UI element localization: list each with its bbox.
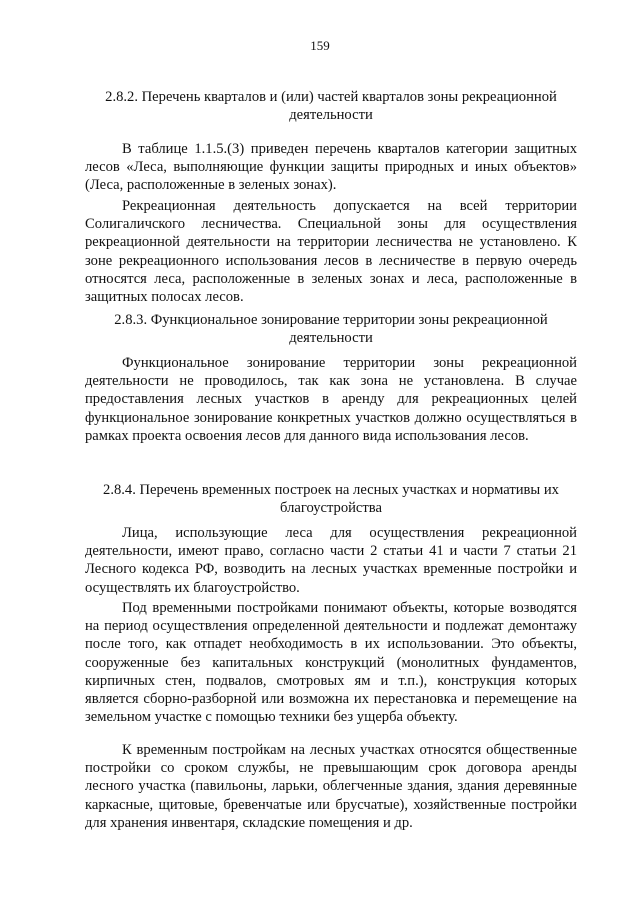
paragraph: Под временными постройками понимают объекты, которые возводятся на период осуществления определенной деятельности и подлежат демонтажу после того, как отпадет необходимость в их использовании. Это объекты, сооруженные без капитальных конструкций (монолитных фундаментов, кирпичных стен, подвалов, смотровых ям и т.п.), конструкция которых является сборно-разборной или возможна их перестановка и перемещение на земельном участке с помощью техники без ущерба объекту. xyxy=(85,600,577,726)
section-heading-2-8-4: 2.8.4. Перечень временных построек на лесных участках и нормативы их благоустройства xyxy=(103,482,559,517)
section-heading-2-8-3: 2.8.3. Функциональное зонирование территории зоны рекреационной деятельности xyxy=(114,312,548,347)
page-number: 159 xyxy=(310,38,330,53)
paragraph: В таблице 1.1.5.(3) приведен перечень кварталов категории защитных лесов «Леса, выполняющие функции защиты природных и иных объектов» (Леса, расположенные в зеленых зонах). xyxy=(85,141,577,194)
paragraph: К временным постройкам на лесных участках относятся общественные постройки со сроком службы, не превышающим срок договора аренды лесного участка (павильоны, ларьки, облегченные здания, здания деревянные каркасные, щитовые, бревенчатые или брусчатые), хозяйственные постройки для хранения инвентаря, складские помещения и др. xyxy=(85,742,577,831)
paragraph: Рекреационная деятельность допускается на всей территории Солигаличского лесничества. Специальной зоны для осуществления рекреационной деятельности на территории лесничества не установлено. К зоне рекреационного использования лесов в лесничестве в первую очередь относятся леса, расположенные в зеленых зонах и леса, расположенные в защитных полосах лесов. xyxy=(85,198,577,306)
paragraph: Функциональное зонирование территории зоны рекреационной деятельности не проводилось, так как зона не установлена. В случае предоставления лесных участков в аренду для рекреационных целей функциональное зонирование конкретных участков должно осуществляться в рамках проекта освоения лесов для данного вида использования лесов. xyxy=(85,355,577,444)
section-heading-2-8-2: 2.8.2. Перечень кварталов и (или) частей кварталов зоны рекреационной деятельности xyxy=(105,89,557,124)
paragraph: Лица, использующие леса для осуществления рекреационной деятельности, имеют право, согласно части 2 статьи 41 и части 7 статьи 21 Лесного кодекса РФ, возводить на лесных участках временные постройки и осуществлять их благоустройство. xyxy=(85,525,577,596)
